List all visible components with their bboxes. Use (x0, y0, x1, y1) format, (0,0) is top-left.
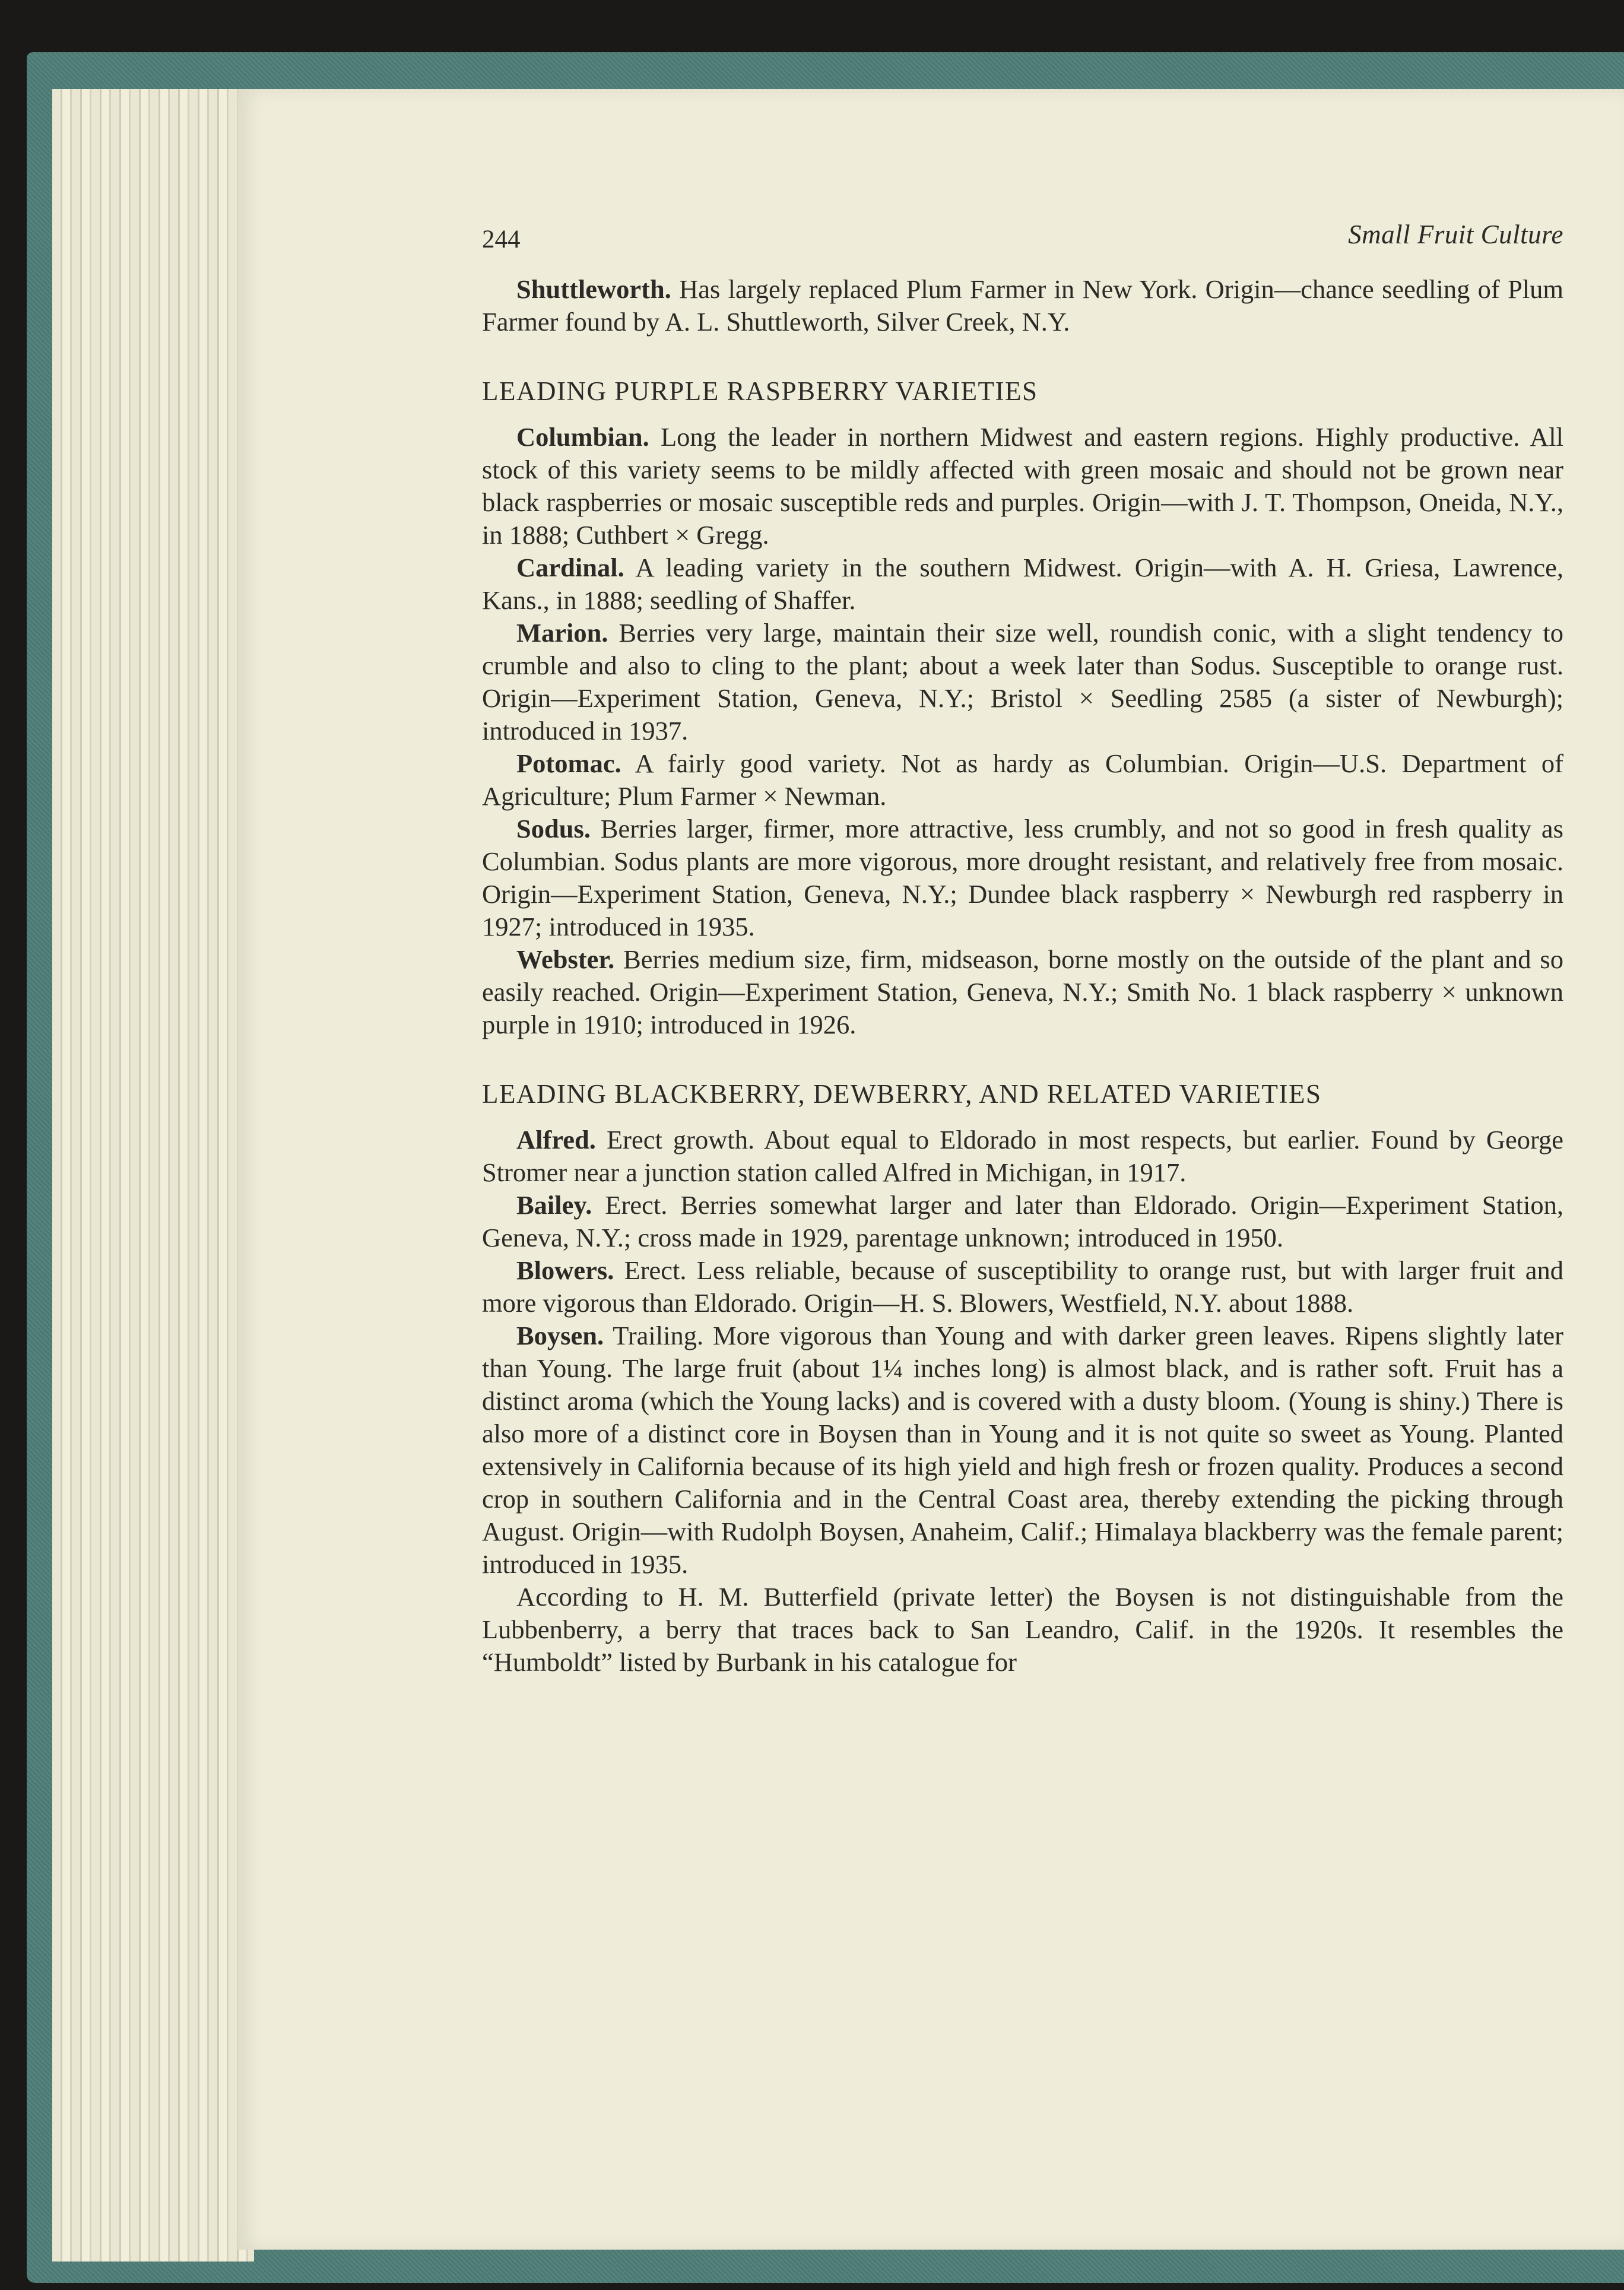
variety-description: Berries very large, maintain their size well, roundish conic, with a slight tendency to crumble and also to cling to the plant; about a week later than Sodus. Susceptible to orange rust. Origin—Experiment Station, Geneva, N.Y.; Bristol × Seedling 2585 (a sister of Newburgh); introduced in 1937. (482, 618, 1563, 746)
page-edges (52, 89, 254, 2262)
entry-columbian (482, 421, 1563, 551)
entry-bailey (482, 1189, 1563, 1254)
variety-name: Sodus. (516, 814, 591, 843)
variety-name: Blowers. (516, 1255, 614, 1285)
entry-sodus (482, 813, 1563, 943)
page-number: 244 (482, 226, 521, 253)
variety-name: Potomac. (516, 748, 621, 778)
variety-description: A fairly good variety. Not as hardy as Columbian. Origin—U.S. Department of Agriculture; Plum Farmer × Newman. (482, 748, 1563, 811)
book-title: Small Fruit Culture (1348, 220, 1563, 249)
variety-name: Marion. (516, 618, 608, 648)
variety-name: Cardinal. (516, 553, 624, 582)
section-heading-purple-raspberry: LEADING PURPLE RASPBERRY VARIETIES (482, 376, 1038, 406)
section-heading-blackberry: LEADING BLACKBERRY, DEWBERRY, AND RELATED VARIETIES (482, 1079, 1322, 1109)
variety-name: Alfred. (516, 1125, 596, 1154)
entry-shuttleworth (482, 273, 1563, 338)
variety-name: Shuttleworth. (516, 274, 671, 304)
closing-paragraph: According to H. M. Butterfield (private letter) the Boysen is not distinguishable from the Lubbenberry, a berry that traces back to San Leandro, Calif. in the 1920s. It resembles the “Humboldt” listed by Burbank in his catalogue for (482, 1582, 1563, 1677)
entry-marion (482, 617, 1563, 747)
variety-description: Erect. Less reliable, because of susceptibility to orange rust, but with larger fruit and more vigorous than Eldorado. Origin—H. S. Blowers, Westfield, N.Y. about 1888. (482, 1255, 1563, 1318)
variety-description: Berries medium size, firm, midseason, borne mostly on the outside of the plant and so easily reached. Origin—Experiment Station, Geneva, N.Y.; Smith No. 1 black raspberry × unknown purple in 1910; introduced in 1926. (482, 944, 1563, 1039)
entry-blowers (482, 1254, 1563, 1320)
variety-description: A leading variety in the southern Midwest. Origin—with A. H. Griesa, Lawrence, Kans., in 1888; seedling of Shaffer. (482, 553, 1563, 615)
entry-potomac (482, 747, 1563, 813)
variety-description: Erect. Berries somewhat larger and later than Eldorado. Origin—Experiment Station, Geneva, N.Y.; cross made in 1929, parentage unknown; introduced in 1950. (482, 1190, 1563, 1252)
variety-name: Columbian. (516, 422, 649, 452)
variety-name: Webster. (516, 944, 615, 974)
running-head (482, 202, 1563, 273)
entry-alfred (482, 1124, 1563, 1189)
variety-description: Long the leader in northern Midwest and eastern regions. Highly productive. All stock of this variety seems to be mildly affected with green mosaic and should not be grown near black raspberries or mosaic susceptible reds and purples. Origin—with J. T. Thompson, Oneida, N.Y., in 1888; Cuthbert × Gregg. (482, 422, 1563, 550)
variety-name: Bailey. (516, 1190, 592, 1220)
variety-description: Has largely replaced Plum Farmer in New York. Origin—chance seedling of Plum Farmer found by A. L. Shuttleworth, Silver Creek, N.Y. (482, 274, 1563, 337)
variety-description: Trailing. More vigorous than Young and with darker green leaves. Ripens slightly later than Young. The large fruit (about 1¼ inches long) is almost black, and is rather soft. Fruit has a distinct aroma (which the Young lacks) and is covered with a dusty bloom. (Young is shiny.) There is also more of a distinct core in Boysen than in Young and it is not quite so sweet as Young. Planted extensively in California because of its high yield and high fresh or frozen quality. Produces a second crop in southern California and in the Central Coast area, thereby extending the picking through August. Origin—with Rudolph Boysen, Anaheim, Calif.; Himalaya blackberry was the female parent; introduced in 1935. (482, 1321, 1563, 1579)
variety-name: Boysen. (516, 1321, 604, 1350)
entry-cardinal (482, 551, 1563, 617)
entry-webster (482, 943, 1563, 1041)
variety-description: Erect growth. About equal to Eldorado in most respects, but earlier. Found by George Stromer near a junction station called Alfred in Michigan, in 1917. (482, 1125, 1563, 1187)
entry-boysen (482, 1320, 1563, 1581)
page-text (482, 202, 1563, 1679)
variety-description: Berries larger, firmer, more attractive, less crumbly, and not so good in fresh quality as Columbian. Sodus plants are more vigorous, more drought resistant, and relatively free from mosaic. Origin—Experiment Station, Geneva, N.Y.; Dundee black raspberry × Newburgh red raspberry in 1927; introduced in 1935. (482, 814, 1563, 941)
